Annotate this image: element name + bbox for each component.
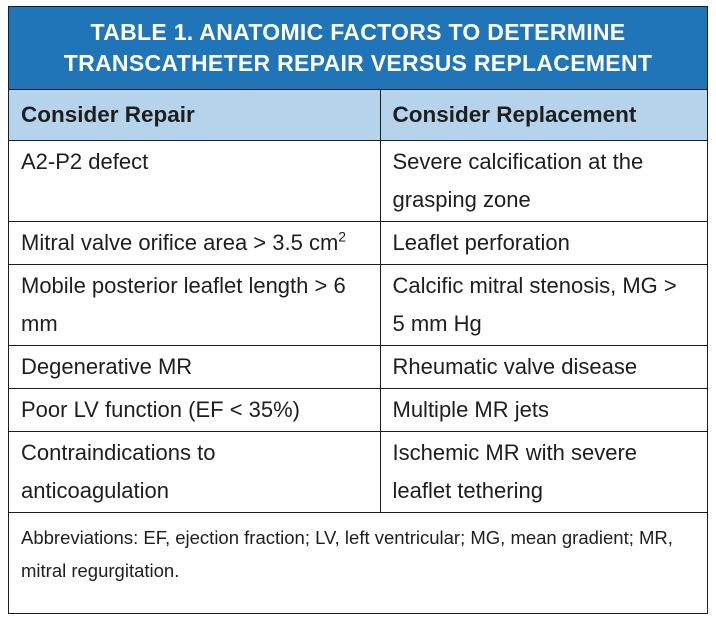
replacement-cell: Leaflet perforation (380, 222, 707, 265)
superscript: 2 (338, 228, 347, 245)
table-row (9, 265, 707, 346)
table-frame (8, 6, 708, 614)
repair-cell-text: Mitral valve orifice area > 3.5 cm (21, 230, 339, 255)
repair-cell: Contraindications to anticoagulation (9, 432, 380, 513)
header-consider-replacement: Consider Replacement (380, 90, 707, 141)
repair-cell (9, 222, 380, 265)
table-title-line-1: TABLE 1. ANATOMIC FACTORS TO DETERMINE (90, 19, 626, 45)
repair-cell: Poor LV function (EF < 35%) (9, 389, 380, 432)
replacement-cell: Multiple MR jets (380, 389, 707, 432)
table-row (9, 141, 707, 222)
table-title-line-2: TRANSCATHETER REPAIR VERSUS REPLACEMENT (63, 50, 653, 76)
repair-cell: Degenerative MR (9, 346, 380, 389)
table-row (9, 346, 707, 389)
replacement-cell: Severe calcification at the grasping zone (380, 141, 707, 222)
table-row (9, 389, 707, 432)
repair-cell: Mobile posterior leaflet length > 6 mm (9, 265, 380, 346)
table-row (9, 222, 707, 265)
table-row (9, 432, 707, 513)
repair-cell: A2-P2 defect (9, 141, 380, 222)
table-header-row (9, 90, 707, 141)
header-consider-repair: Consider Repair (9, 90, 380, 141)
replacement-cell: Rheumatic valve disease (380, 346, 707, 389)
abbreviations-footnote: Abbreviations: EF, ejection fraction; LV, left ventricular; MG, mean gradient; MR, mitral regurgitation. (21, 527, 673, 581)
table-title (9, 7, 707, 90)
comparison-table (9, 90, 707, 513)
replacement-cell: Calcific mitral stenosis, MG > 5 mm Hg (380, 265, 707, 346)
replacement-cell: Ischemic MR with severe leaflet tethering (380, 432, 707, 513)
